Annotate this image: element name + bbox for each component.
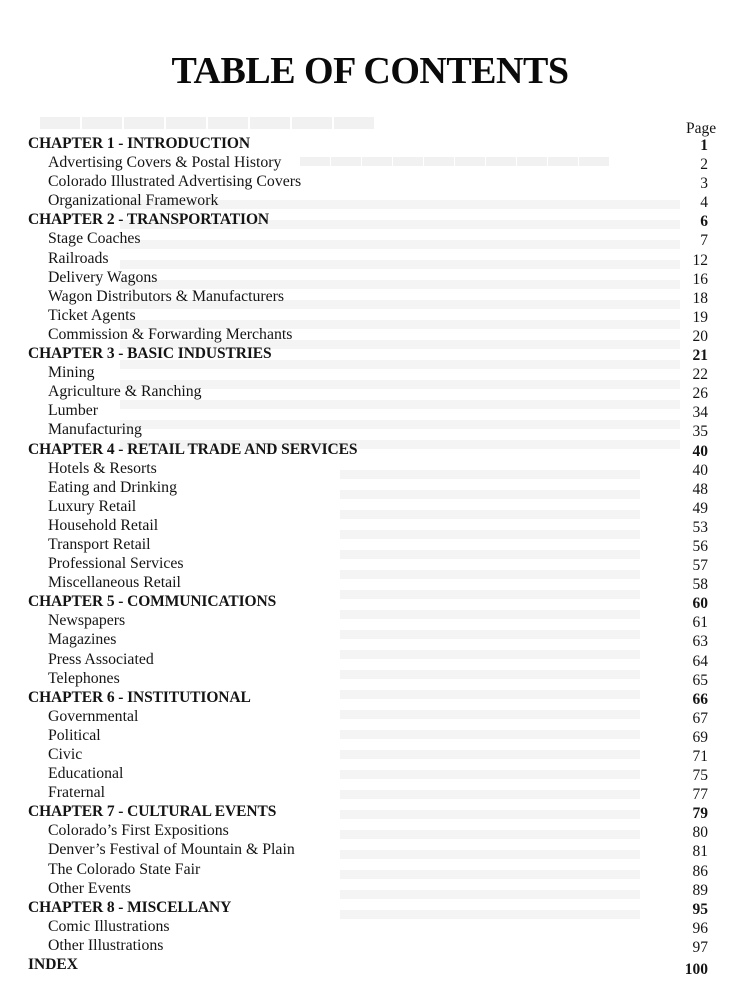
toc-entry xyxy=(28,382,718,401)
page-number: 67 xyxy=(692,709,708,727)
page-number: 35 xyxy=(692,423,708,441)
entry-title: Fraternal xyxy=(48,784,106,802)
page-number: 86 xyxy=(692,862,708,880)
page-number: 69 xyxy=(692,728,708,746)
toc-entry xyxy=(28,764,718,783)
page-number: 19 xyxy=(692,308,708,326)
page-number: 12 xyxy=(692,251,708,269)
entry-title: Miscellaneous Retail xyxy=(48,574,181,592)
entry-title: CHAPTER 4 - RETAIL TRADE AND SERVICES xyxy=(28,440,358,458)
page-number: 1 xyxy=(700,137,708,154)
toc-entry xyxy=(28,363,718,382)
toc-entry xyxy=(28,840,718,859)
page-number: 7 xyxy=(700,232,708,250)
toc-entry xyxy=(28,783,718,802)
toc-entry xyxy=(28,573,718,592)
toc-entry xyxy=(28,554,718,573)
entry-title: CHAPTER 2 - TRANSPORTATION xyxy=(28,211,270,229)
page-number: 100 xyxy=(684,961,708,979)
toc-entry xyxy=(28,879,718,898)
page-number: 97 xyxy=(692,938,708,956)
toc-entry xyxy=(28,249,718,268)
page-number: 61 xyxy=(692,614,708,632)
page-number: 95 xyxy=(692,900,708,918)
entry-title: CHAPTER 1 - INTRODUCTION xyxy=(28,135,250,152)
entry-title: Governmental xyxy=(48,707,139,725)
page-title: TABLE OF CONTENTS xyxy=(171,50,569,92)
toc-entry xyxy=(28,191,718,210)
entry-title: Luxury Retail xyxy=(48,497,137,515)
page-number: 40 xyxy=(692,461,708,479)
toc-entry xyxy=(28,516,718,535)
toc-entry xyxy=(28,726,718,745)
page-number: 96 xyxy=(692,919,708,937)
toc-entry xyxy=(28,497,718,516)
page-number: 81 xyxy=(692,843,708,861)
page-number: 2 xyxy=(700,156,708,174)
entry-title: Ticket Agents xyxy=(48,306,136,324)
page-number: 89 xyxy=(692,881,708,899)
entry-title: Transport Retail xyxy=(48,535,151,553)
page-number: 58 xyxy=(692,576,708,594)
index-entry xyxy=(28,955,718,979)
entry-title: Household Retail xyxy=(48,516,159,534)
entry-title: Manufacturing xyxy=(48,421,142,439)
page-number: 20 xyxy=(692,327,708,345)
entry-title: Agriculture & Ranching xyxy=(48,383,202,401)
entry-title: Newspapers xyxy=(48,612,126,630)
toc-entry xyxy=(28,229,718,248)
entry-title: Comic Illustrations xyxy=(48,917,170,935)
chapter-heading xyxy=(28,898,718,917)
page-column-header: Page xyxy=(686,120,717,137)
entry-title: Magazines xyxy=(48,631,117,649)
toc-entry xyxy=(28,306,718,325)
entry-title: Hotels & Resorts xyxy=(48,459,157,477)
toc-entry xyxy=(28,420,718,439)
page-number: 40 xyxy=(692,442,708,460)
entry-title: CHAPTER 5 - COMMUNICATIONS xyxy=(28,593,277,611)
page-number: 18 xyxy=(692,289,708,307)
table-of-contents xyxy=(28,134,718,979)
toc-entry xyxy=(28,172,718,191)
page-number: 48 xyxy=(692,480,708,498)
toc-entry xyxy=(28,630,718,649)
entry-title: Professional Services xyxy=(48,555,184,573)
entry-title: The Colorado State Fair xyxy=(48,860,201,878)
entry-title: Eating and Drinking xyxy=(48,478,177,496)
page-number: 66 xyxy=(692,690,708,708)
page-number: 3 xyxy=(700,175,708,193)
show-through-text: ▬▬▬▬▬▬▬▬ xyxy=(40,93,376,138)
page-number: 26 xyxy=(692,385,708,403)
entry-title: CHAPTER 6 - INSTITUTIONAL xyxy=(28,688,251,706)
entry-title: CHAPTER 7 - CULTURAL EVENTS xyxy=(28,803,277,821)
toc-entry xyxy=(28,401,718,420)
chapter-heading xyxy=(28,344,718,363)
chapter-heading xyxy=(28,134,718,153)
toc-entry xyxy=(28,936,718,955)
page-number: 16 xyxy=(692,270,708,288)
toc-entry xyxy=(28,669,718,688)
toc-entry xyxy=(28,287,718,306)
toc-entry xyxy=(28,153,718,172)
entry-title: Press Associated xyxy=(48,650,154,668)
chapter-heading xyxy=(28,688,718,707)
toc-entry xyxy=(28,917,718,936)
entry-title: Political xyxy=(48,726,101,744)
entry-title: Lumber xyxy=(48,402,99,420)
page-number: 49 xyxy=(692,499,708,517)
chapter-heading xyxy=(28,592,718,611)
entry-title: Delivery Wagons xyxy=(48,268,158,286)
show-through-text: ▬▬▬▬▬▬▬▬▬▬ xyxy=(300,140,610,173)
page-number: 22 xyxy=(692,366,708,384)
toc-entry xyxy=(28,611,718,630)
page-number: 64 xyxy=(692,652,708,670)
entry-title: Commission & Forwarding Merchants xyxy=(48,325,293,343)
entry-title: Mining xyxy=(48,364,95,382)
entry-title: Educational xyxy=(48,765,124,783)
page-number: 57 xyxy=(692,557,708,575)
chapter-heading xyxy=(28,440,718,459)
entry-title: Civic xyxy=(48,746,83,763)
toc-entry xyxy=(28,325,718,344)
entry-title: Wagon Distributors & Manufacturers xyxy=(48,287,285,305)
entry-title: Stage Coaches xyxy=(48,230,141,248)
page-number: 63 xyxy=(692,633,708,651)
page-number: 65 xyxy=(692,671,708,689)
page-number: 6 xyxy=(700,213,708,231)
page-number: 56 xyxy=(692,537,708,555)
entry-title: Railroads xyxy=(48,249,109,267)
toc-entry xyxy=(28,860,718,879)
entry-title: Colorado’s First Expositions xyxy=(48,822,229,840)
page-number: 34 xyxy=(692,404,708,422)
page-number: 53 xyxy=(692,518,708,536)
chapter-heading xyxy=(28,802,718,821)
toc-entry xyxy=(28,459,718,478)
entry-title: Other Illustrations xyxy=(48,936,164,954)
entry-title: CHAPTER 8 - MISCELLANY xyxy=(28,898,232,916)
page-number: 60 xyxy=(692,595,708,613)
page-number: 77 xyxy=(692,786,708,804)
entry-title: Other Events xyxy=(48,879,131,897)
entry-title: Denver’s Festival of Mountain & Plain xyxy=(48,841,295,859)
page-number: 71 xyxy=(692,748,708,765)
toc-entry xyxy=(28,707,718,726)
toc-entry xyxy=(28,650,718,669)
chapter-heading xyxy=(28,210,718,229)
toc-entry xyxy=(28,478,718,497)
toc-entry xyxy=(28,745,718,764)
toc-entry xyxy=(28,268,718,287)
entry-title: Organizational Framework xyxy=(48,192,219,210)
page-number: 4 xyxy=(700,194,708,212)
toc-entry xyxy=(28,535,718,554)
entry-title: Telephones xyxy=(48,669,120,687)
entry-title: Advertising Covers & Postal History xyxy=(48,154,282,172)
page-number: 75 xyxy=(692,767,708,785)
entry-title: CHAPTER 3 - BASIC INDUSTRIES xyxy=(28,345,272,363)
page-number: 79 xyxy=(692,805,708,823)
entry-title: Colorado Illustrated Advertising Covers xyxy=(48,173,302,191)
page-number: 21 xyxy=(692,347,708,365)
page-number: 80 xyxy=(692,824,708,842)
toc-entry xyxy=(28,821,718,840)
entry-title: INDEX xyxy=(28,956,78,974)
